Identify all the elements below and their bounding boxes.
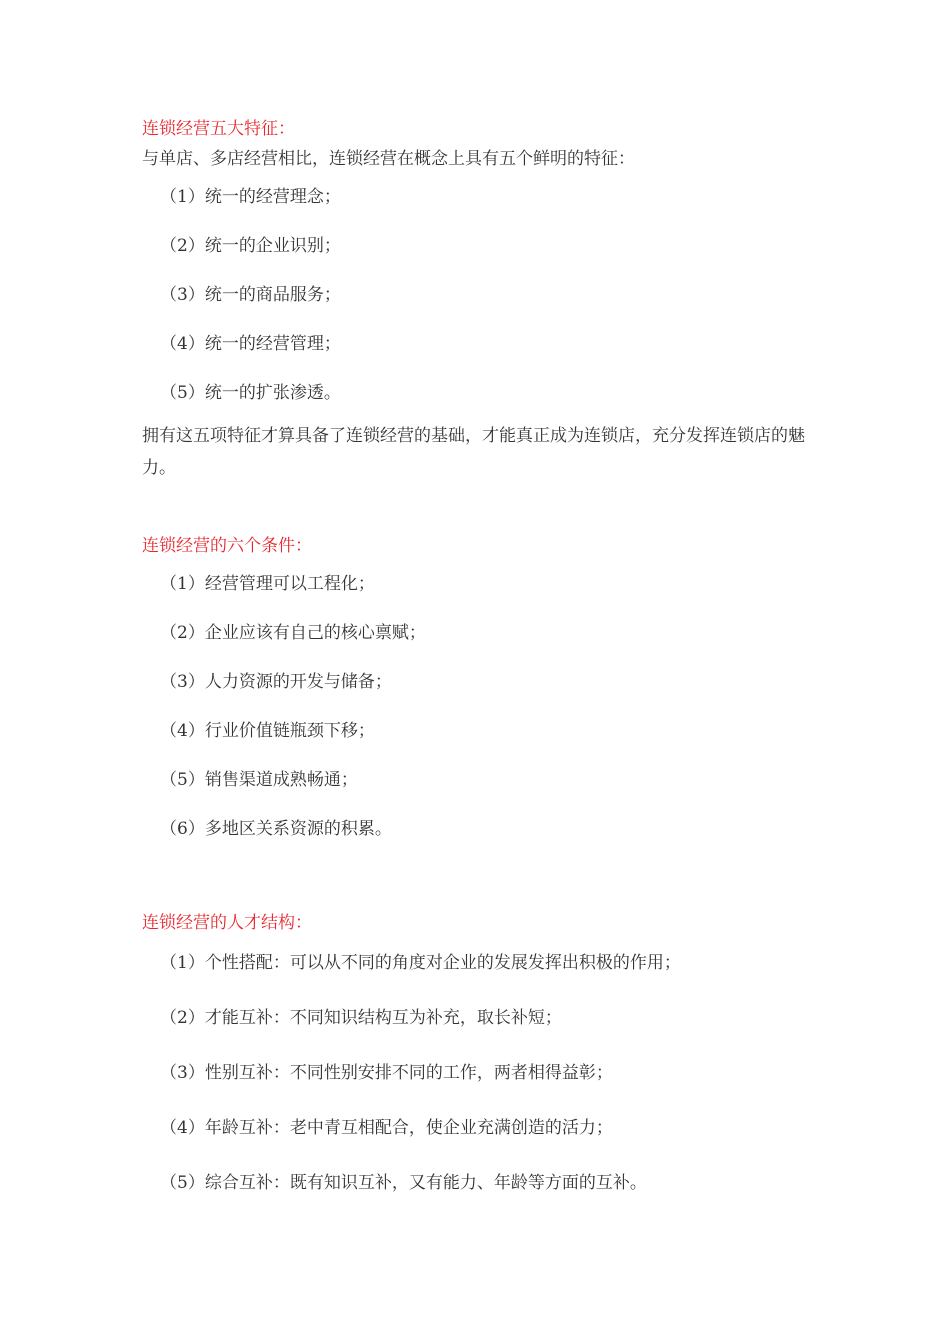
- talent-list: [142, 952, 822, 1194]
- list-item: （6）多地区关系资源的积累。: [160, 819, 392, 839]
- list-item: （2）才能互补：不同知识结构互为补充，取长补短；: [160, 1008, 562, 1028]
- list-item: （4）统一的经营管理；: [160, 334, 341, 354]
- list-item: （1）统一的经营理念；: [160, 187, 341, 207]
- list-item: （2）企业应该有自己的核心禀赋；: [160, 623, 426, 643]
- section-intro: 与单店、多店经营相比，连锁经营在概念上具有五个鲜明的特征：: [142, 149, 635, 169]
- list-item: （2）统一的企业识别；: [160, 236, 341, 256]
- list-item: （4）年龄互补：老中青互相配合，使企业充满创造的活力；: [160, 1118, 613, 1138]
- list-item: （3）人力资源的开发与储备；: [160, 672, 392, 692]
- list-item: （3）性别互补：不同性别安排不同的工作，两者相得益彰；: [160, 1063, 613, 1083]
- feature-list: [142, 186, 822, 404]
- section-talent-structure: [142, 912, 822, 1227]
- list-item: （1）经营管理可以工程化；: [160, 574, 375, 594]
- condition-list: [142, 573, 822, 840]
- list-item: （5）统一的扩张渗透。: [160, 383, 341, 403]
- section-heading: 连锁经营的六个条件：: [142, 536, 312, 556]
- list-item: （4）行业价值链瓶颈下移；: [160, 721, 375, 741]
- section-five-features: [142, 118, 822, 484]
- section-heading: 连锁经营五大特征：: [142, 119, 295, 139]
- list-item: （5）综合互补：既有知识互补，又有能力、年龄等方面的互补。: [160, 1173, 647, 1193]
- section-closing: 拥有这五项特征才算具备了连锁经营的基础，才能真正成为连锁店，充分发挥连锁店的魅力。: [142, 426, 805, 478]
- list-item: （5）销售渠道成熟畅通；: [160, 770, 358, 790]
- list-item: （3）统一的商品服务；: [160, 285, 341, 305]
- section-six-conditions: [142, 535, 822, 867]
- list-item: （1）个性搭配：可以从不同的角度对企业的发展发挥出积极的作用；: [160, 953, 681, 973]
- section-heading: 连锁经营的人才结构：: [142, 913, 312, 933]
